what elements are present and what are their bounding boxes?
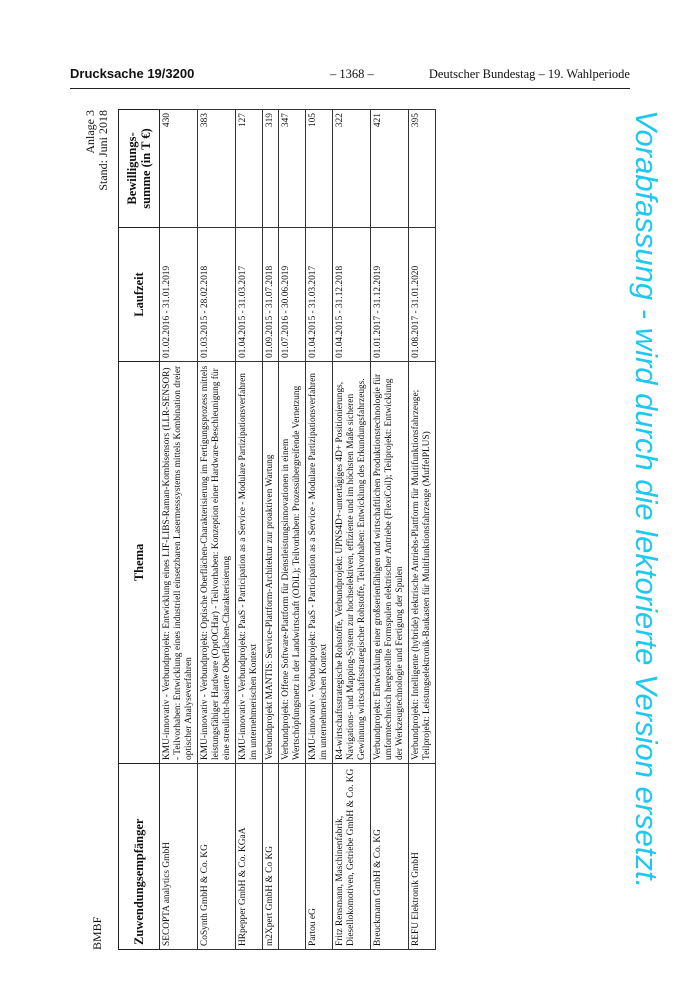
annex-label xyxy=(84,110,110,191)
cell-amount: 105 xyxy=(306,110,333,228)
cell-recipient: CoSynth GmbH & Co. KG xyxy=(198,764,236,950)
cell-topic: KMU-innovativ - Verbundprojekt: Entwicklung eines LIF-LIBS-Raman-Kombisensors (LLR-SENSOR) - Teilvorhaben: Entwicklung eines industriell einsetzbaren Lasermesssystems mittels Kombination dreier optischer Analyseverfahren xyxy=(160,362,198,764)
table-row xyxy=(371,110,409,950)
cell-period: 01.04.2015 - 31.03.2017 xyxy=(236,228,263,362)
cell-period: 01.08.2017 - 31.01.2020 xyxy=(409,228,436,362)
cell-amount: 347 xyxy=(279,110,306,228)
document-number xyxy=(70,66,194,81)
cell-topic: KMU-innovativ - Verbundprojekt: Optische Oberflächen-Charakterisierung im Fertigungsprozess mittels leistungsfähiger Hardware (OptOCHar) - Teilvorhaben: Konzeption einer Hardware-Beschleunigung für eine streulicht-basierte Oberflächen-Charakterisierung xyxy=(198,362,236,764)
cell-period: 01.07.2016 - 30.06.2019 xyxy=(279,228,306,362)
cell-recipient: SECOPTA analytics GmbH xyxy=(160,764,198,950)
table-row xyxy=(263,110,279,950)
table-row xyxy=(409,110,436,950)
cell-recipient: HRpepper GmbH & Co. KGaA xyxy=(236,764,263,950)
publisher: Deutscher Bundestag – 19. Wahlperiode xyxy=(428,67,630,81)
cell-amount: 421 xyxy=(371,110,409,228)
draft-watermark: Vorabfassung - wird durch die lektorierte Version ersetzt. xyxy=(629,110,664,889)
cell-amount: 322 xyxy=(333,110,371,228)
document-number-prefix: Drucksache 19/ xyxy=(70,66,166,81)
cell-period: 01.04.2015 - 31.12.2018 xyxy=(333,228,371,362)
table-row xyxy=(279,110,306,950)
document-number-value: 3200 xyxy=(165,66,195,81)
column-header-recipient: Zuwendungsempfänger xyxy=(119,764,160,950)
cell-period: 01.02.2016 - 31.01.2019 xyxy=(160,228,198,362)
table-body xyxy=(160,110,436,950)
table-row xyxy=(333,110,371,950)
cell-amount: 430 xyxy=(160,110,198,228)
cell-recipient: m2Xpert GmbH & Co KG xyxy=(263,764,279,950)
cell-topic: Verbundprojekt: Intelligente (hybride) elektrische Antriebs-Plattform für Multifunktionsfahrzeuge; Teilprojekt: Leistungselektronik-Baukasten für Multifunktionsfahrzeuge (MuffelPLUS) xyxy=(409,362,436,764)
ministry-label: BMBF xyxy=(90,916,104,950)
table-header-row xyxy=(119,110,160,950)
cell-amount: 319 xyxy=(263,110,279,228)
cell-recipient: REFU Elektronik GmbH xyxy=(409,764,436,950)
cell-topic: Verbundprojekt: Offene Software-Plattform für Dienstleistungsinnovationen in einem Wertschöpfungsnetz in der Landwirtschaft (ODiL); Teilvorhaben: Prozessübergreifende Vernetzung xyxy=(279,362,306,764)
cell-recipient xyxy=(279,764,306,950)
cell-amount: 127 xyxy=(236,110,263,228)
annex-number: Anlage 3 xyxy=(83,110,97,154)
table-row xyxy=(198,110,236,950)
cell-recipient: Partou eG xyxy=(306,764,333,950)
grants-table xyxy=(118,109,436,950)
cell-amount: 395 xyxy=(409,110,436,228)
annex-date: Stand: Juni 2018 xyxy=(96,110,110,191)
table-row xyxy=(236,110,263,950)
cell-topic: KMU-innovativ - Verbundprojekt: PaaS - Participation as a Service - Modulare Partizipationsverfahren im unternehmerischen Kontext xyxy=(236,362,263,764)
column-header-period: Laufzeit xyxy=(119,228,160,362)
column-header-topic: Thema xyxy=(119,362,160,764)
page-header xyxy=(70,66,630,86)
cell-amount: 383 xyxy=(198,110,236,228)
column-header-amount: Bewilligungs-summe (in T €) xyxy=(119,110,160,228)
cell-topic: Verbundprojekt MANTIS: Service-Plattform-Architektur zur proaktiven Wartung xyxy=(263,362,279,764)
header-divider xyxy=(70,88,630,89)
cell-period: 01.01.2017 - 31.12.2019 xyxy=(371,228,409,362)
rotated-table-page xyxy=(83,110,630,950)
page-number: – 1368 – xyxy=(330,67,374,81)
cell-topic: R4-wirtschaftsstrategische Rohstoffe, Verbundprojekt: UPNS4D+-untertägiges 4D+ Positionierungs, Navigations- und Mapping-System zur hochselektiven, effiziente und im höchsten Maße sicheren Gewinnung wirtschaftsstrategischer Rohstoffe, Teilvorhaben: Entwicklung des Erkundungsfahrzeugs. xyxy=(333,362,371,764)
cell-recipient: Fritz Rensmann, Maschinenfabrik, Diesellokomotiven, Getriebe GmbH & Co. KG xyxy=(333,764,371,950)
cell-topic: Verbundprojekt: Entwicklung einer großserienfähigen und wirtschaftlichen Produktionstechnologie für umformtechnisch hergestellte Formspulen elektrischer Antriebe (FlexiCoil); Teilprojekt: Entwicklung der Werkzeugtechnologie und Fertigung der Spulen xyxy=(371,362,409,764)
table-row xyxy=(306,110,333,950)
cell-period: 01.03.2015 - 28.02.2018 xyxy=(198,228,236,362)
cell-topic: KMU-innovativ - Verbundprojekt: PaaS - Participation as a Service - Modulare Partizipationsverfahren im unternehmerischen Kontext xyxy=(306,362,333,764)
cell-period: 01.09.2015 - 31.07.2018 xyxy=(263,228,279,362)
cell-recipient: Breuckmann GmbH & Co. KG xyxy=(371,764,409,950)
table-row xyxy=(160,110,198,950)
cell-period: 01.04.2015 - 31.03.2017 xyxy=(306,228,333,362)
